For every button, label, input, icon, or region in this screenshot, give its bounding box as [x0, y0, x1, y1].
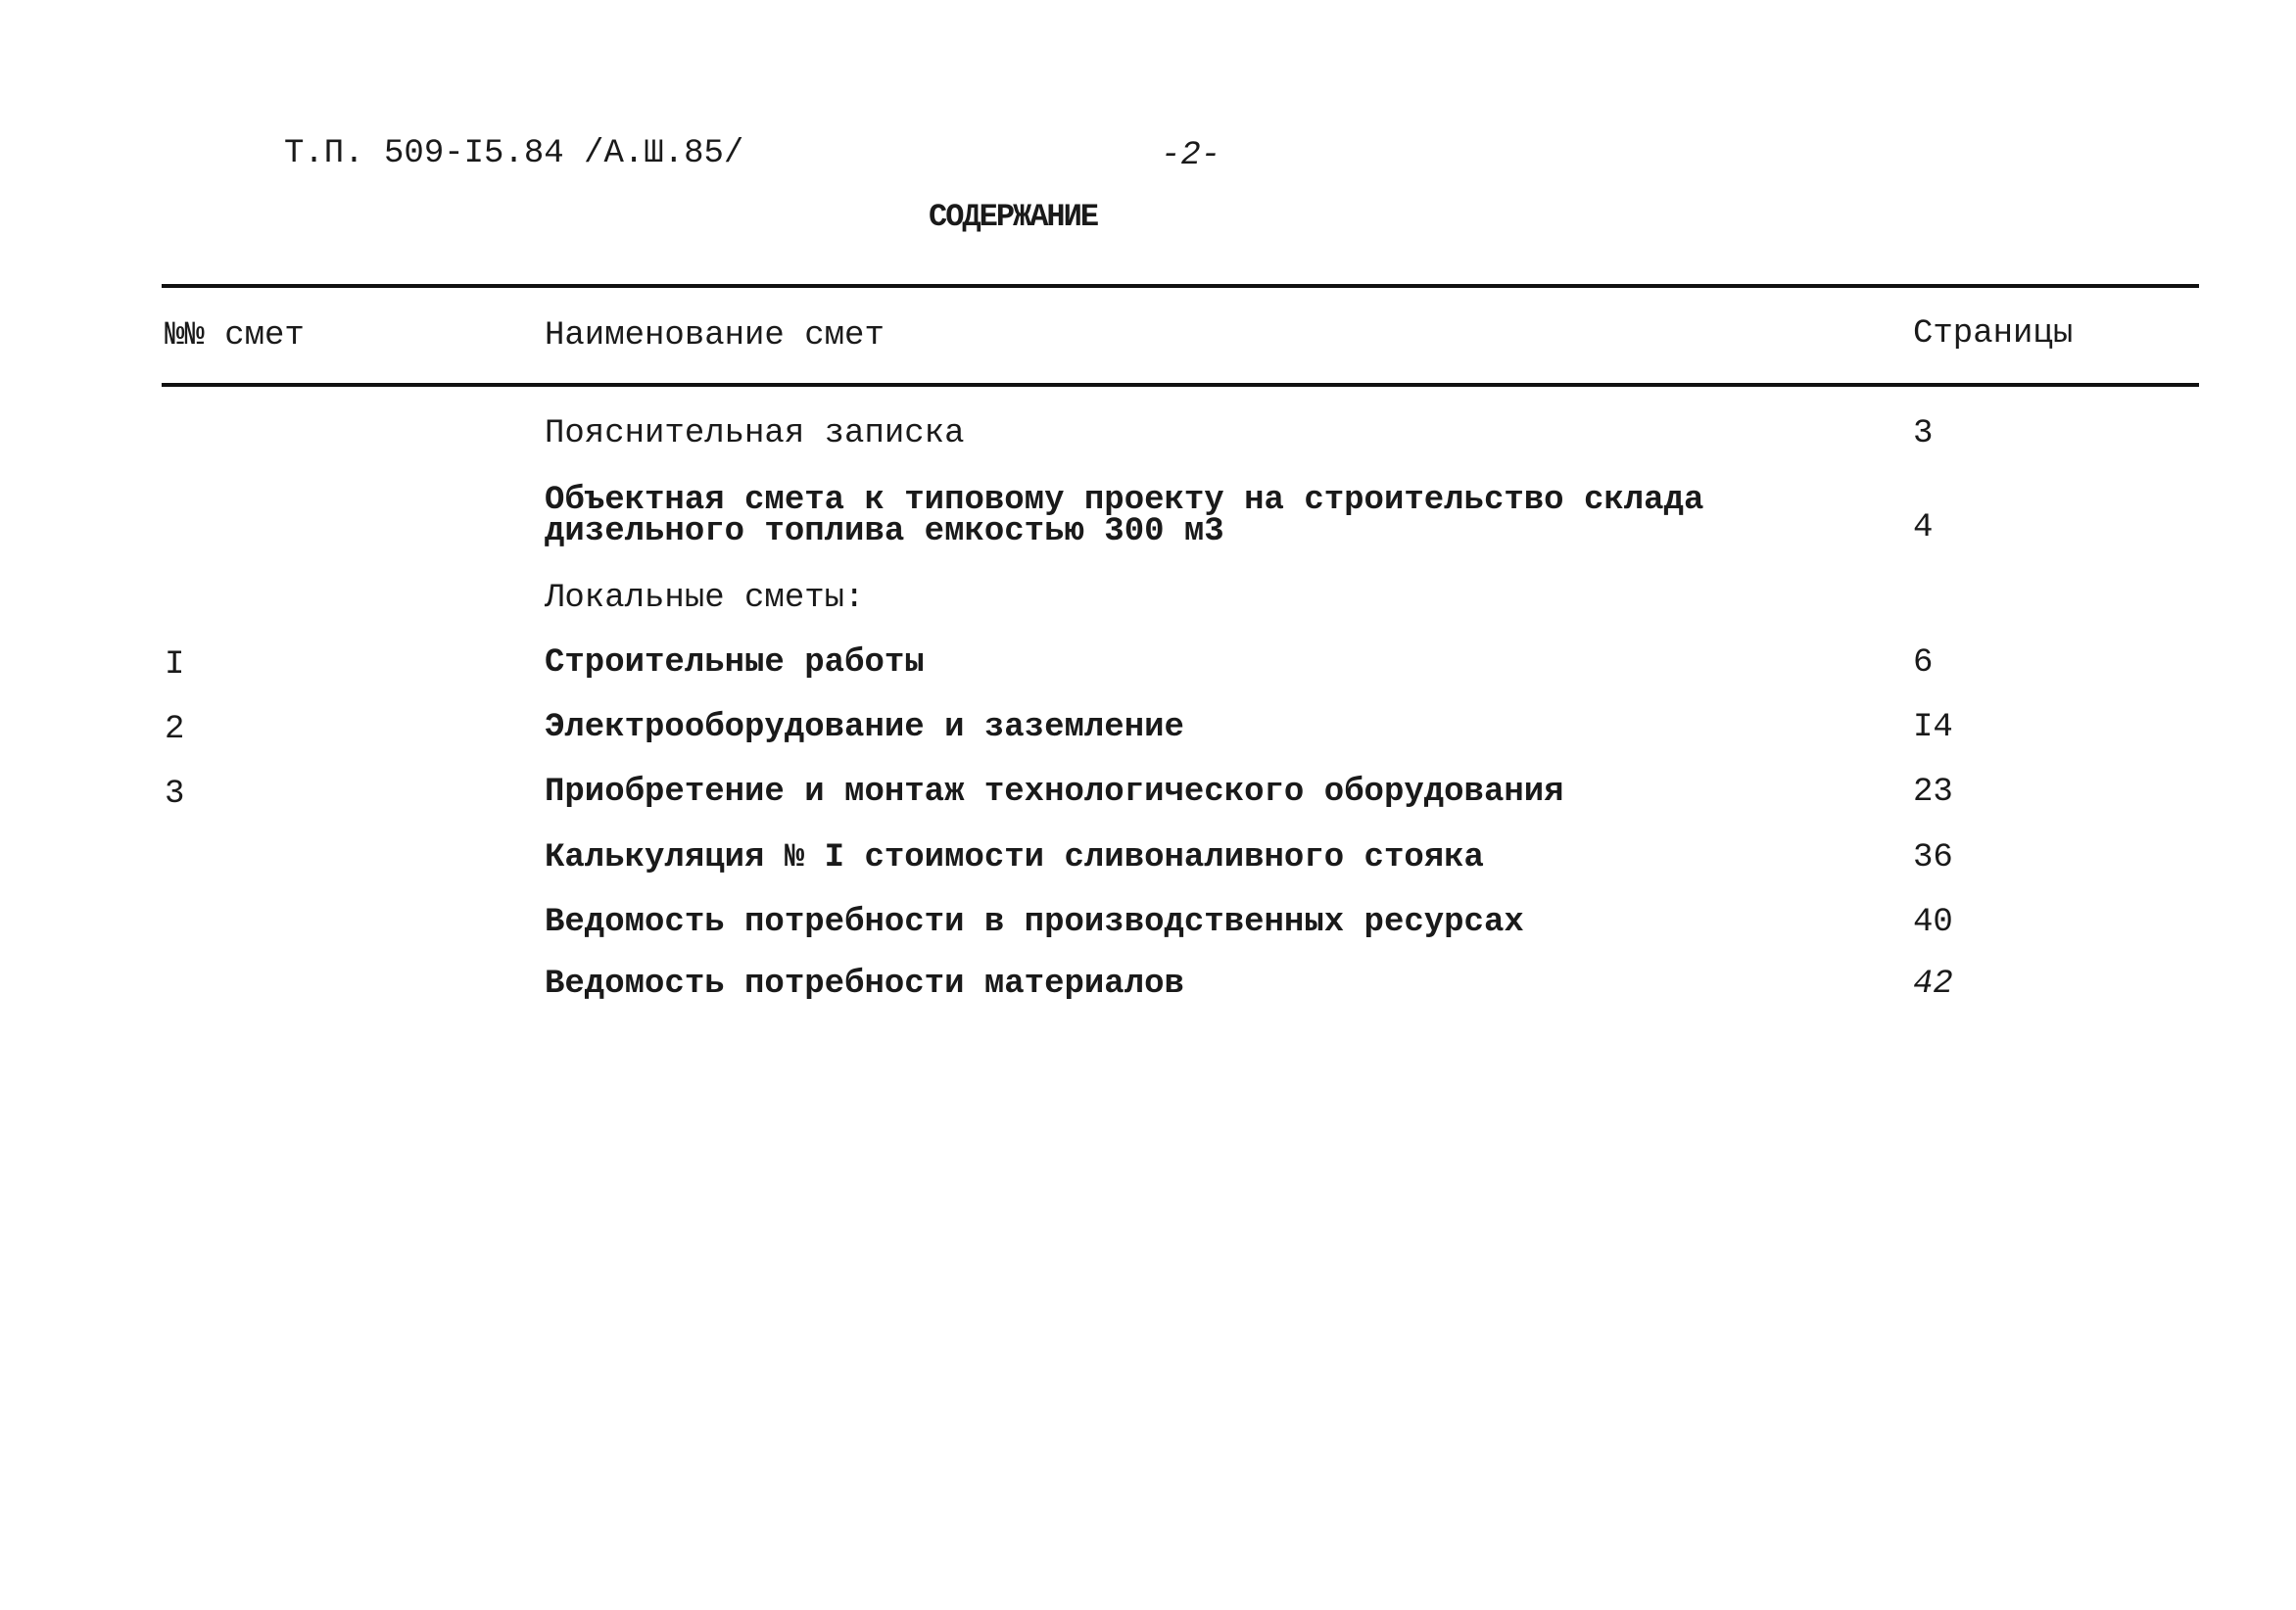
page-number: -2- [1161, 137, 1221, 174]
row-page: 23 [1913, 774, 1953, 811]
row-name: Приобретение и монтаж технологического оборудования [545, 774, 1564, 811]
row-name: Объектная смета к типовому проекту на строительство склада [545, 482, 1704, 519]
row-page: 36 [1913, 839, 1953, 876]
column-header-number: №№ смет [165, 317, 305, 355]
row-name-line2: дизельного топлива емкостью 300 м3 [545, 513, 1224, 550]
row-page: 3 [1913, 415, 1934, 452]
row-number: I [165, 646, 185, 684]
row-page: 42 [1913, 966, 1953, 1003]
page-title: СОДЕРЖАНИЕ [929, 199, 1098, 235]
row-page: 6 [1913, 644, 1934, 682]
column-header-name: Наименование смет [545, 317, 885, 355]
row-name: Ведомость потребности в производственных ресурсах [545, 904, 1524, 941]
table-header-rule [162, 383, 2199, 387]
table-top-rule [162, 284, 2199, 288]
row-name: Локальные сметы: [545, 580, 865, 617]
document-code: Т.П. 509-I5.84 /А.Ш.85/ [284, 135, 744, 172]
row-page: I4 [1913, 709, 1953, 746]
row-name: Электрооборудование и заземление [545, 709, 1184, 746]
row-name: Ведомость потребности материалов [545, 966, 1184, 1003]
row-page: 4 [1913, 509, 1934, 546]
row-number: 3 [165, 776, 185, 813]
row-name: Калькуляция № I стоимости сливоналивного стояка [545, 839, 1484, 876]
row-number: 2 [165, 711, 185, 748]
row-name: Строительные работы [545, 644, 925, 682]
column-header-pages: Страницы [1913, 315, 2074, 353]
row-name: Пояснительная записка [545, 415, 965, 452]
row-page: 40 [1913, 904, 1953, 941]
